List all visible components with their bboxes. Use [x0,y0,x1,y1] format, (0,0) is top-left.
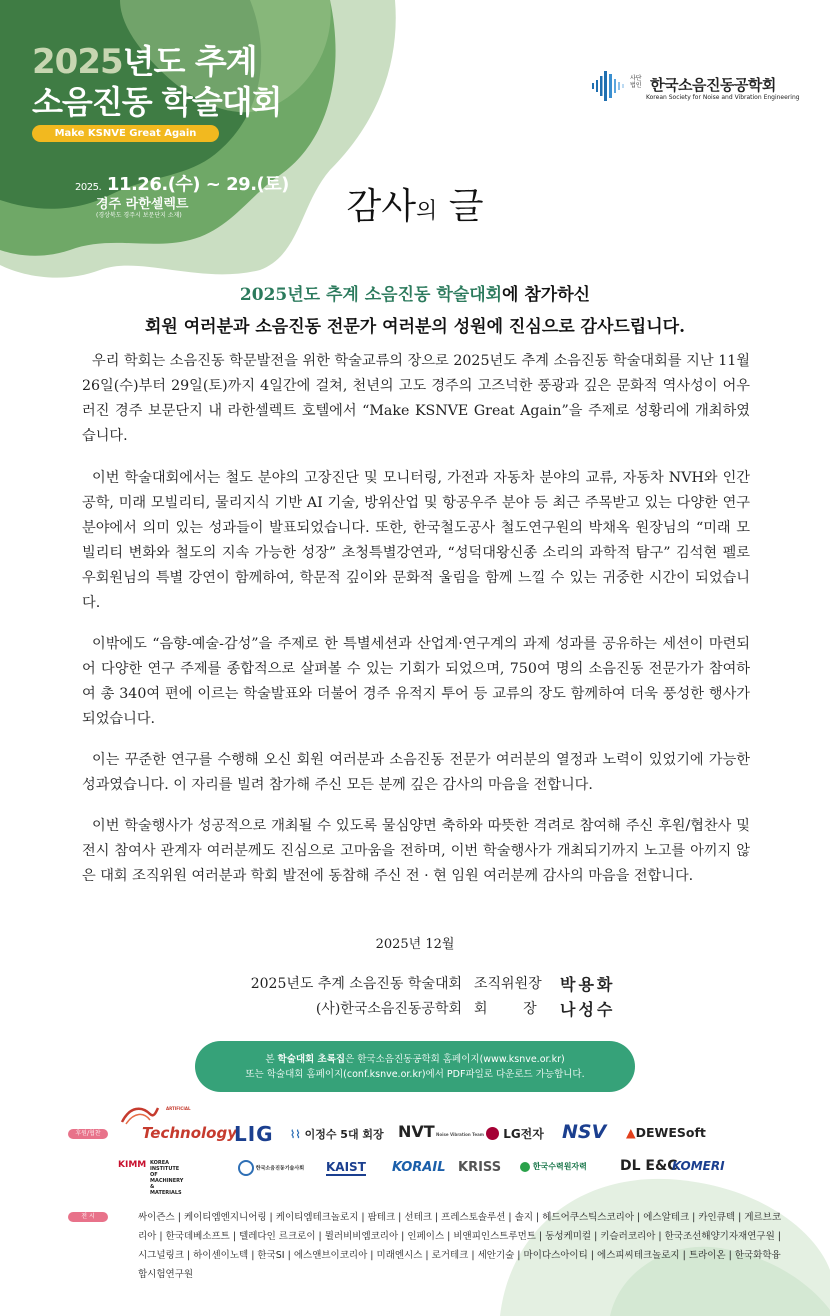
notice-line2: 또는 학술대회 홈페이지(conf.ksnve.or.kr)에서 PDF파일로 다운로드 가능합니다. [245,1069,585,1080]
sponsor-ljs-logo [290,1126,384,1142]
society-name-english: Korean Society for Noise and Vibration Engineering [646,94,800,101]
event-date-year: 2025. [75,182,102,193]
sponsor-technology-logo [118,1104,237,1144]
signature-org: 2025년도 추계 소음진동 학술대회 [250,976,462,992]
sponsors-label: 후원/협찬 [68,1129,108,1139]
triangle-icon: ▲ [626,1125,636,1140]
khnp-icon [520,1162,530,1172]
signature-role: 회 장 [474,1001,537,1017]
paragraph-1: 우리 학회는 소음진동 학문발전을 위한 학술교류의 장으로 2025년도 추계 소음진동 학술대회를 지난 11월 26일(수)부터 29일(토)까지 4일간에 걸쳐, 천년의 고도 경주의 고즈넉한 풍광과 깊은 문화적 역사성이 어우러진 경주 보문단지 내 라한셀렉트 호텔에서 “Make KSNVE Great Again”을 주제로 성황리에 개최하였습니다. [82,353,750,444]
paragraph-4: 이는 꾸준한 연구를 수행해 오신 회원 여러분과 소음진동 전문가 여러분의 열정과 노력이 있었기에 가능한 성과였습니다. 이 자리를 빌려 참가해 주신 모든 분께 깊은 감사의 마음을 전합니다. [82,752,750,793]
letter-date: 2025년 12월 [375,937,455,952]
sponsor-komeri-logo: KOMERI [672,1159,725,1173]
title-part3: 글 [437,186,484,227]
notice-text: 본 [265,1054,278,1065]
download-notice [195,1041,635,1092]
notice-bold: 학술대회 초록집 [277,1054,346,1065]
society-tag: 사단 법인 [630,75,642,89]
lead-line1 [0,280,830,305]
signature-name: 박용화 [560,975,616,994]
nvt-sub: Noise Vibration Team [436,1132,484,1137]
sponsor-name: NVT [398,1122,435,1141]
exhibitors-list: 싸이즌스 | 케이티엠엔지니어링 | 케이티엠테크놀로지 | 팜테크 | 선테크 | 프레스토솔루션 | 솔지 | 헤드어쿠스틱스코리아 | 에스알테크 | 카인큐텍 | 게르브코리아 | 한국데베소프트 | 텔레다인 르크로이 | 뮐러비비엠코리아 | 인페이스 | 비앤피인스트루먼트 | 동성케미컬 | 키슬러코리아 | 한국조선해양기자재연구원 | 시그널링크 | 하이센이노텍 | 한국SI | 에스앤브이코리아 | 미래엔시스 | 로거테크 | 세안기술 | 마이다스아이티 | 에스피씨테크놀로지 | 트라이온 | 한국화학융합시험연구원 [138,1212,782,1280]
event-address: (경상북도 경주시 보문단지 소재) [96,212,182,219]
sponsor-kaist-logo: KAIST [326,1160,366,1174]
sponsor-name: DEWESoft [635,1125,706,1140]
sponsor-nsv-logo: NSV [562,1121,607,1143]
lg-circle-icon [486,1127,499,1140]
event-year: 2025 [32,42,123,82]
signature-role: 조직위원장 [474,976,542,992]
sponsor-name: 한국소음진동기술사회 [255,1165,305,1172]
sponsor-khnp-logo [520,1161,587,1172]
title-part1: 감사 [346,186,417,227]
sponsor-korail-logo: KORAIL [392,1160,446,1175]
sponsor-name: LG전자 [503,1127,544,1141]
sponsor-kpenv-logo [238,1160,304,1176]
event-slogan-badge: Make KSNVE Great Again [32,125,219,142]
paragraph-5: 이번 학술행사가 성공적으로 개최될 수 있도록 물심양면 축하와 따뜻한 격려로 참여해 주신 후원/협찬사 및 전시 참여사 관계자 여러분께도 진심으로 고마움을 전하며, 이번 학술행사가 개최되기까지 노고를 아끼지 않은 대회 조직위원 여러분과 학회 발전에 동참해 주신 전 · 현 임원 여러분께 감사의 마음을 전합니다. [82,818,750,884]
circle-icon [238,1160,254,1176]
sponsor-dewesoft-logo [626,1125,706,1140]
event-title-line2: 소음진동 학술대회 [32,83,282,121]
signature-org: (사)한국소음진동공학회 [315,1001,462,1017]
sponsor-kimm-logo [118,1160,184,1196]
sponsor-name: KIMM [118,1160,147,1170]
lead-highlight: 2025년도 추계 소음진동 학술대회 [239,285,503,305]
sponsor-name: Technology [142,1124,237,1142]
signature-name: 나성수 [560,1000,616,1019]
lead-line2: 회원 여러분과 소음진동 전문가 여러분의 성원에 진심으로 감사드립니다. [144,317,685,337]
tech-swirl-icon [120,1104,160,1126]
event-venue: 경주 라한셀렉트 [96,197,189,212]
tech-sub: ARTIFICIAL [166,1106,191,1111]
paragraph-2: 이번 학술대회에서는 철도 분야의 고장진단 및 모니터링, 가전과 자동차 분야의 교류, 자동차 NVH와 인간공학, 미래 모빌리티, 물리지식 기반 AI 기술, 방위산업 및 항공우주 분야 등 최근 주목받고 있는 다양한 연구 분야에서 의미 있는 성과들이 발표되었습니다. 또한, 한국철도공사 철도연구원의 박채옥 원장님의 “미래 모빌리티 변화와 철도의 지속 가능한 성장” 초청특별강연과, “성덕대왕신종 소리의 과학적 탐구” 김석현 펠로우회원님의 특별 강연이 함께하여, 학문적 깊이와 문화적 울림을 함께 느낄 수 있는 귀중한 시간이 되었습니다. [82,470,750,611]
sponsor-lig-logo: LIG [234,1122,274,1146]
sponsor-dlec-logo: DL E&C [620,1158,678,1174]
event-date-range: 11.26.(수) ~ 29.(토) [106,174,289,195]
sponsor-lg-logo [486,1125,544,1142]
kimm-sub: KOREA INSTITUTE OF MACHINERY & MATERIALS [150,1160,184,1196]
sponsor-nvt-logo [398,1122,484,1141]
exhibitors-label: 전 시 [68,1212,108,1222]
sponsor-kriss-logo: KRISS [458,1160,502,1175]
sponsor-name: 한국수력원자력 [532,1162,587,1171]
notice-text: 은 한국소음진동공학회 홈페이지(www.ksnve.or.kr) [345,1054,565,1065]
paragraph-3: 이밖에도 “음향-예술-감성”을 주제로 한 특별세션과 산업계·연구계의 과제 성과를 공유하는 세션이 마련되어 다양한 연구 주제를 종합적으로 살펴볼 수 있는 기회가 되었으며, 750여 명의 소음진동 전문가가 참여하여 총 340여 편에 이르는 학술발표와 더불어 경주 유적지 투어 등 교류의 장도 함께하여 더욱 풍성한 행사가 되었습니다. [82,636,750,727]
page-title [0,178,830,229]
event-title-line1: 년도 추계 [122,42,257,81]
event-title [32,42,281,122]
lead-rest: 에 참가하신 [502,285,591,305]
sponsor-name: 이정수 5대 회장 [304,1128,384,1141]
society-name: 한국소음진동공학회 [650,76,776,94]
title-part2: 의 [416,199,438,224]
wave-icon: ⌇⌇ [290,1128,301,1141]
